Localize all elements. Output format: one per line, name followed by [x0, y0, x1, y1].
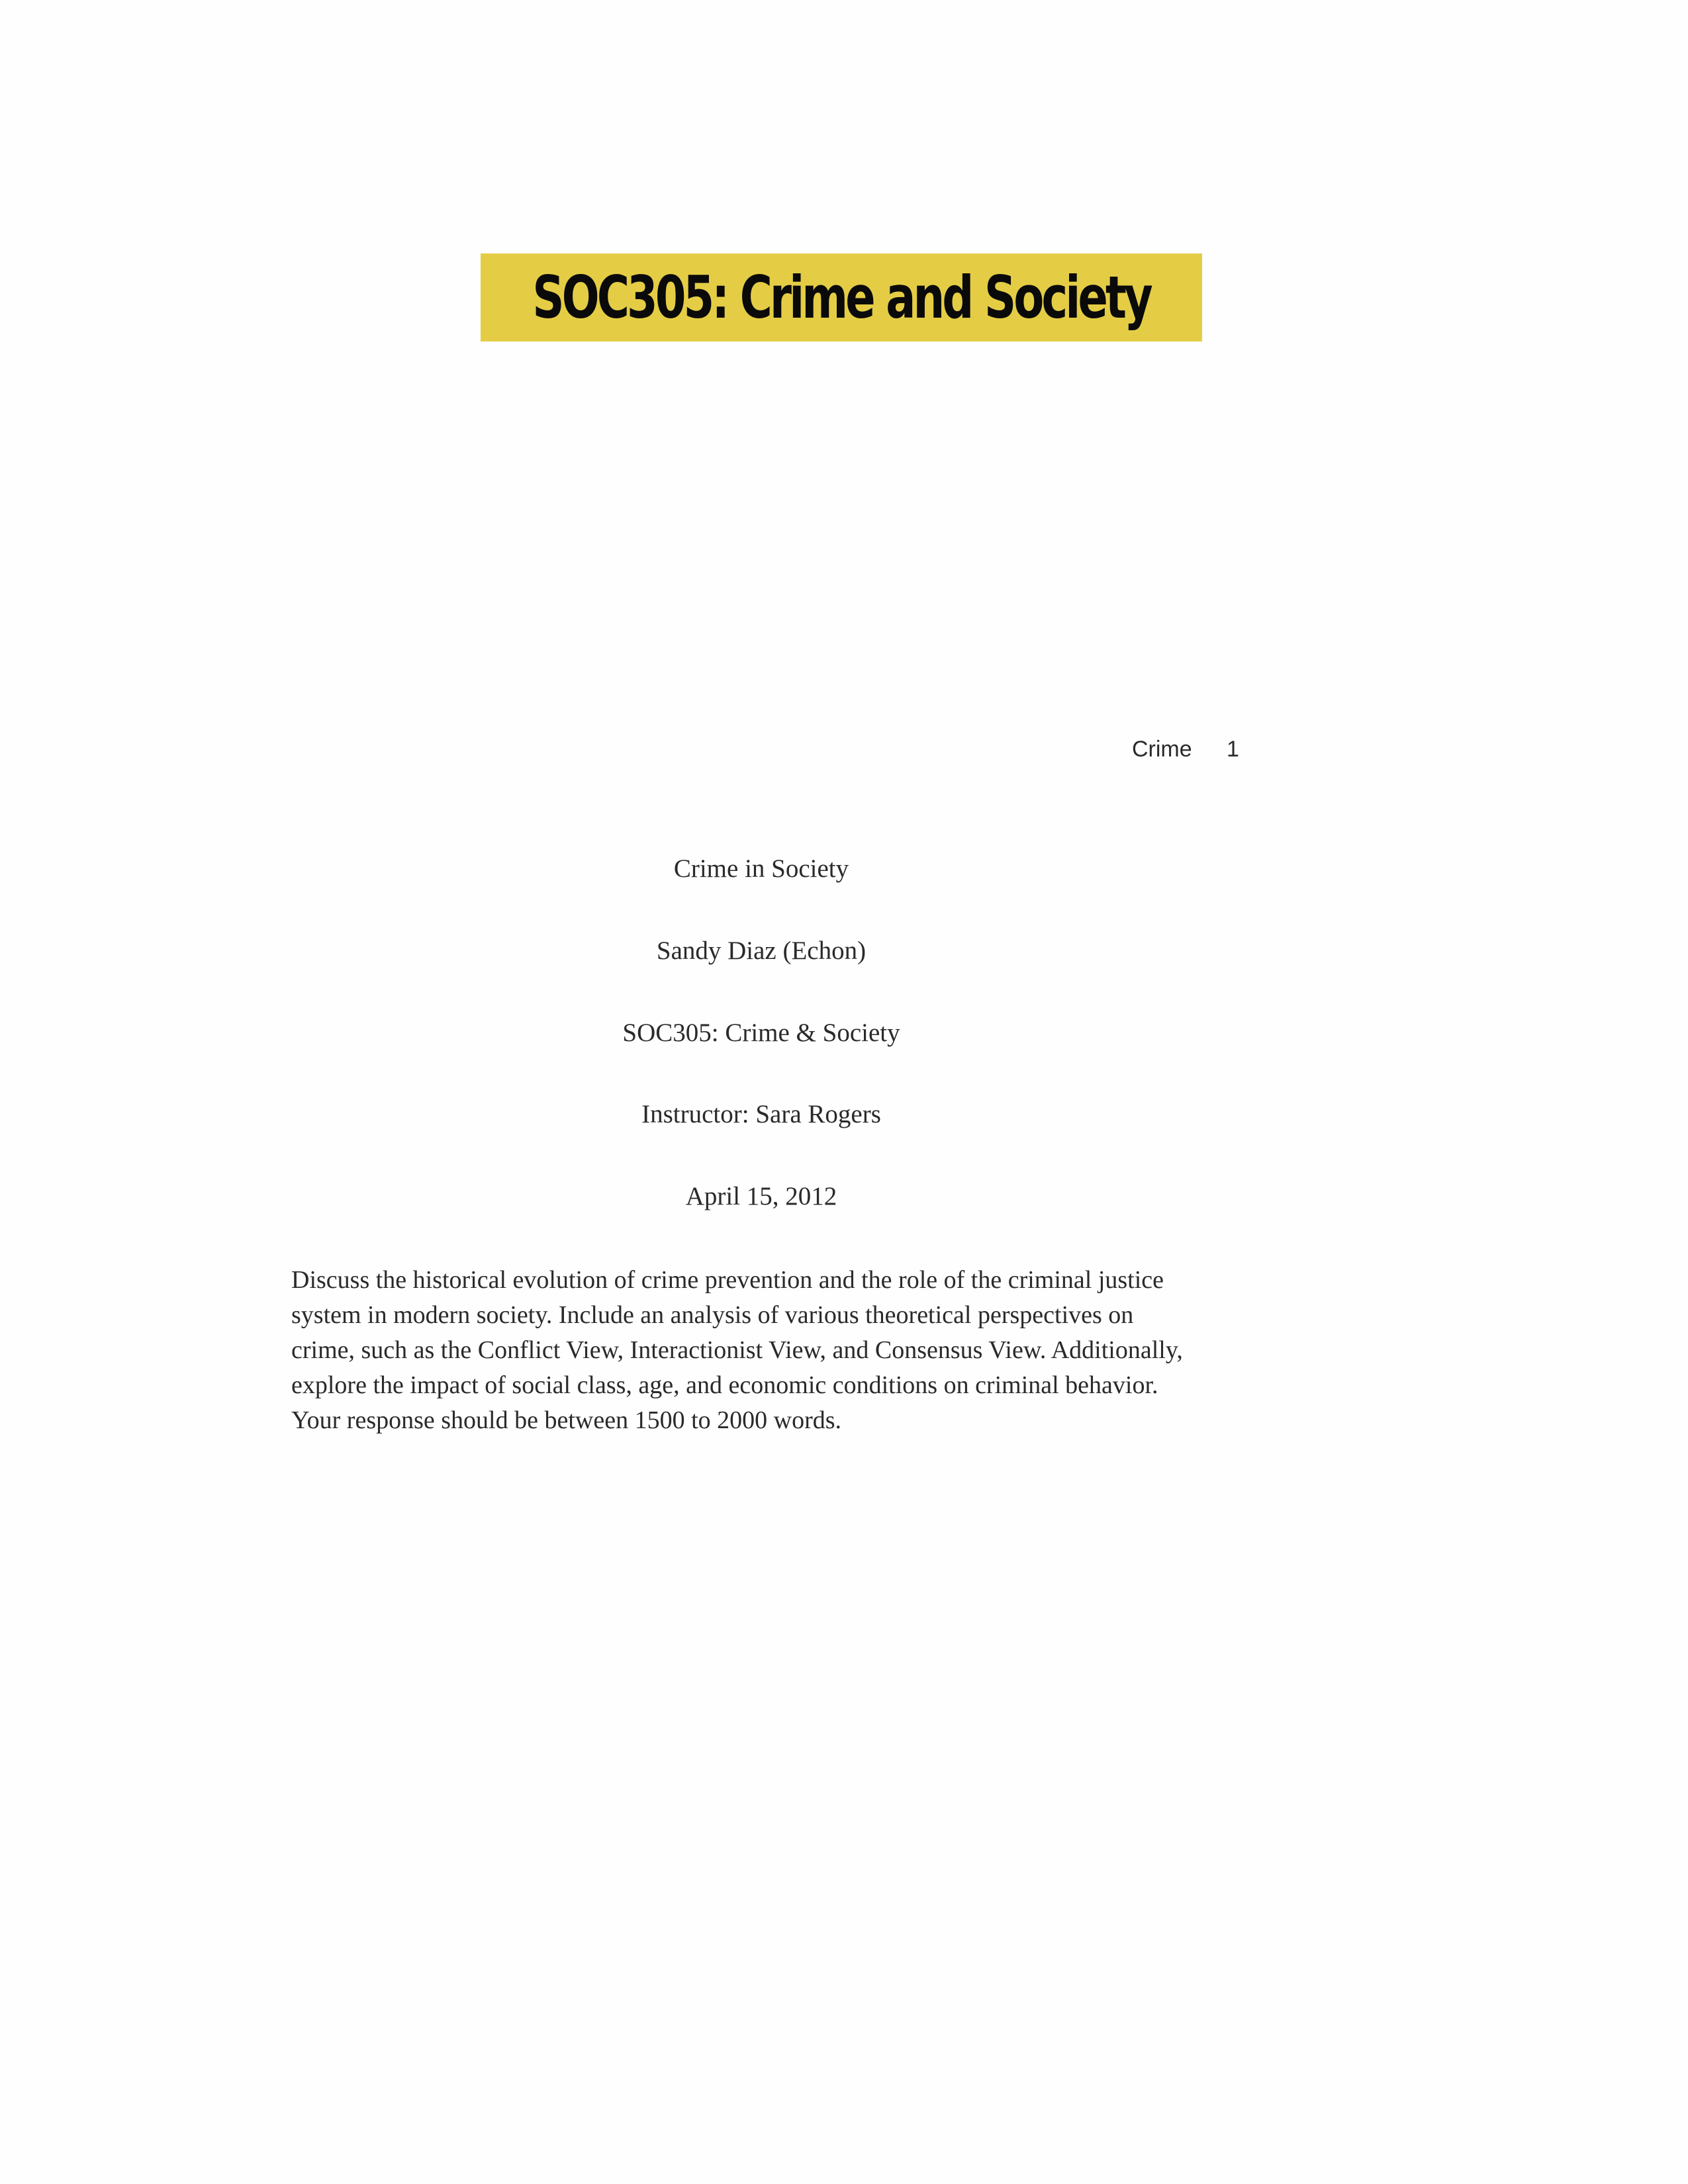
running-head-label: Crime — [1132, 737, 1192, 762]
assignment-prompt — [291, 1263, 1258, 1438]
prompt-line: Your response should be between 1500 to 2000 words. — [291, 1406, 842, 1434]
course-banner-title: SOC305: Crime and Society — [532, 263, 1150, 332]
page-number: 1 — [1227, 737, 1239, 762]
prompt-line: Discuss the historical evolution of crime prevention and the role of the criminal justice — [291, 1266, 1164, 1294]
instructor-name: Instructor: Sara Rogers — [641, 1100, 881, 1128]
prompt-line: system in modern society. Include an analysis of various theoretical perspectives on — [291, 1301, 1134, 1329]
course-name: SOC305: Crime & Society — [622, 1019, 900, 1047]
prompt-line: explore the impact of social class, age, and economic conditions on criminal behavior. — [291, 1371, 1158, 1399]
course-banner — [481, 253, 1202, 341]
author-name: Sandy Diaz (Echon) — [656, 936, 867, 965]
paper-date: April 15, 2012 — [685, 1182, 837, 1210]
prompt-line: crime, such as the Conflict View, Interactionist View, and Consensus View. Additionally, — [291, 1336, 1183, 1364]
paper-title: Crime in Society — [673, 854, 849, 883]
running-head — [1125, 737, 1244, 768]
